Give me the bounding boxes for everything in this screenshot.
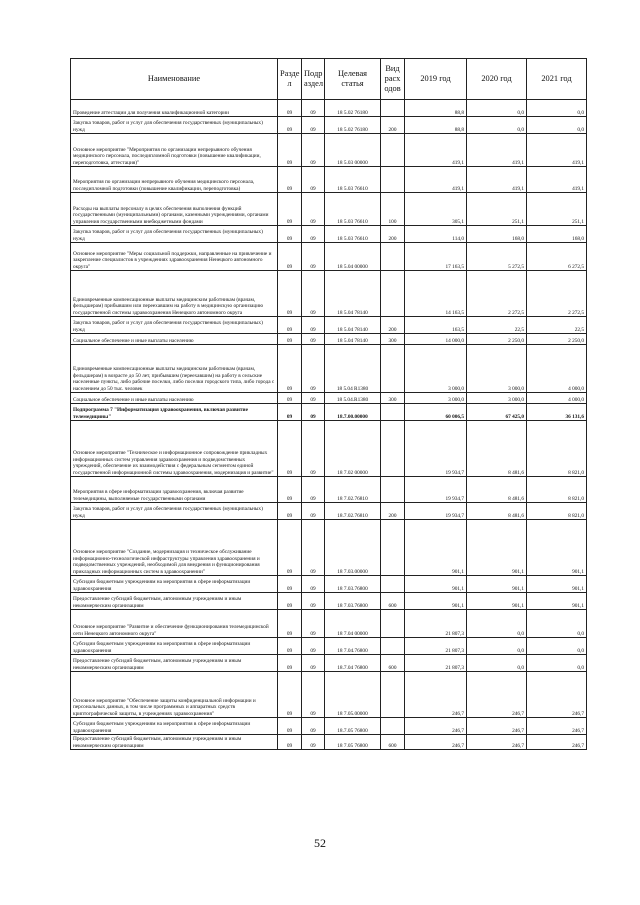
cell-target-article: 18 5.04.R1380	[325, 393, 381, 404]
table-row	[71, 610, 587, 638]
table-row	[71, 593, 587, 610]
table-row	[71, 117, 587, 134]
cell-subsection: 09	[302, 100, 325, 117]
cell-target-article: 18 7.03.76800	[325, 576, 381, 593]
cell-2019: 88,8	[405, 117, 467, 134]
cell-2019: 19 934,7	[405, 477, 467, 503]
cell-name: Социальное обеспечение и иные выплаты населению	[71, 393, 278, 404]
cell-section: 09	[278, 576, 302, 593]
cell-expense-type: 100	[381, 193, 405, 226]
cell-2020: 67 425,0	[467, 404, 527, 421]
cell-target-article: 18 5.02 76180	[325, 100, 381, 117]
table-row	[71, 520, 587, 576]
cell-section: 09	[278, 655, 302, 672]
cell-2019: 901,1	[405, 593, 467, 610]
cell-name: Закупка товаров, работ и услуг для обеспечения государственных (муниципальных) нужд	[71, 317, 278, 334]
cell-section: 09	[278, 610, 302, 638]
cell-2020: 8 481,6	[467, 503, 527, 520]
cell-target-article: 18 5.04 78140	[325, 317, 381, 334]
cell-target-article: 18 5.02 76180	[325, 117, 381, 134]
cell-expense-type	[381, 243, 405, 271]
table-row	[71, 334, 587, 345]
cell-subsection: 09	[302, 393, 325, 404]
table-row	[71, 655, 587, 672]
table-row	[71, 421, 587, 477]
page-number: 52	[314, 836, 326, 850]
cell-2021: 0,0	[527, 100, 587, 117]
cell-section: 09	[278, 477, 302, 503]
cell-section: 09	[278, 100, 302, 117]
cell-name: Основное мероприятие "Создание, модернизация и техническое обслуживание информационно-технологической инфраструктуры управления здравоохранения и подведомственных учреждений, необходимой для внедрения и функционирования прикладных информационных систем в здравоохранении"	[71, 520, 278, 576]
cell-2019: 3 000,0	[405, 393, 467, 404]
cell-2019: 21 807,3	[405, 655, 467, 672]
cell-target-article: 18 7.05.00000	[325, 672, 381, 718]
cell-section: 09	[278, 638, 302, 655]
cell-name: Расходы на выплаты персоналу в целях обеспечения выполнения функций государственными (муниципальными) органами, казенными учреждениями, органами управления государственными внебюджетными фондами	[71, 193, 278, 226]
cell-expense-type	[381, 100, 405, 117]
cell-target-article: 18 7.05 76800	[325, 735, 381, 750]
cell-section: 09	[278, 503, 302, 520]
table-row	[71, 638, 587, 655]
cell-subsection: 09	[302, 117, 325, 134]
cell-2021: 0,0	[527, 655, 587, 672]
cell-section: 09	[278, 593, 302, 610]
cell-target-article: 18.7.05 76800	[325, 718, 381, 735]
cell-expense-type	[381, 477, 405, 503]
cell-2020: 5 272,5	[467, 243, 527, 271]
cell-2021: 168,0	[527, 226, 587, 243]
cell-2021: 8 821,0	[527, 421, 587, 477]
cell-expense-type: 200	[381, 503, 405, 520]
cell-subsection: 09	[302, 134, 325, 167]
cell-expense-type	[381, 520, 405, 576]
cell-2019: 19 934,7	[405, 421, 467, 477]
cell-2020: 2 250,0	[467, 334, 527, 345]
cell-2021: 4 000,0	[527, 393, 587, 404]
header-2019: 2019 год	[405, 59, 467, 100]
cell-name: Основное мероприятие "Техническое и информационное сопровождение прикладных информационных систем управления здравоохранения и подведомственных учреждений, обеспечение их взаимодействия с федеральным сегментом единой государственной информационной системы здравоохранения, модернизация и развитие"	[71, 421, 278, 477]
table-row	[71, 672, 587, 718]
cell-2019: 163,5	[405, 317, 467, 334]
cell-name: Основное мероприятие "Обеспечение защиты конфиденциальной информации и персональных данных, в том числе программных и аппаратных средств криптографической защиты, в учреждениях здравоохранения"	[71, 672, 278, 718]
cell-2019: 419,1	[405, 167, 467, 193]
cell-2021: 0,0	[527, 638, 587, 655]
cell-target-article: 18 5.04 R1380	[325, 345, 381, 393]
cell-subsection: 09	[302, 477, 325, 503]
header-expense-type: Вид расх одов	[381, 59, 405, 100]
header-name: Наименование	[71, 59, 278, 100]
cell-subsection: 09	[302, 735, 325, 750]
cell-2021: 8 821,0	[527, 477, 587, 503]
cell-2021: 6 272,5	[527, 243, 587, 271]
cell-target-article: 18 5.03 00000	[325, 134, 381, 167]
cell-2020: 3 000,0	[467, 393, 527, 404]
cell-name: Единовременные компенсационные выплаты медицинским работникам (врачам, фельдшерам) в возрасте до 50 лет, прибывшим (переехавшим) на работу в сельские населенные пункты, либо рабочие поселки, либо поселки городского типа, либо города с населением до 50 тыс. человек	[71, 345, 278, 393]
cell-2020: 246,7	[467, 735, 527, 750]
cell-expense-type: 200	[381, 317, 405, 334]
cell-name: Субсидии бюджетным учреждениям на мероприятия в сфере информатизации здравоохранения	[71, 576, 278, 593]
cell-expense-type: 600	[381, 593, 405, 610]
table-row	[71, 718, 587, 735]
cell-2020: 246,7	[467, 718, 527, 735]
cell-2019: 246,7	[405, 672, 467, 718]
cell-name: Предоставление субсидий бюджетным, автономным учреждениям и иным некоммерческим организациям	[71, 655, 278, 672]
cell-2020: 22,5	[467, 317, 527, 334]
cell-subsection: 09	[302, 193, 325, 226]
cell-name: Предоставление субсидий бюджетным, автономным учреждениям и иным некоммерческим организациям	[71, 735, 278, 750]
cell-name: Закупка товаров, работ и услуг для обеспечения государственных (муниципальных) нужд	[71, 503, 278, 520]
table-header-row	[71, 59, 587, 100]
cell-name: Основное мероприятие "Меры социальной поддержки, направленные на привлечение и закрепление специалистов в учреждениях здравоохранения Ненецкого автономного округа"	[71, 243, 278, 271]
cell-2019: 114,0	[405, 226, 467, 243]
cell-subsection: 09	[302, 334, 325, 345]
cell-expense-type	[381, 271, 405, 317]
cell-section: 09	[278, 317, 302, 334]
cell-2020: 901,1	[467, 576, 527, 593]
cell-2019: 21 807,3	[405, 610, 467, 638]
cell-expense-type	[381, 638, 405, 655]
cell-subsection: 09	[302, 226, 325, 243]
table-row	[71, 393, 587, 404]
cell-2020: 246,7	[467, 672, 527, 718]
cell-expense-type	[381, 610, 405, 638]
cell-target-article: 18 5.04 78140	[325, 334, 381, 345]
cell-2021: 246,7	[527, 672, 587, 718]
cell-2021: 4 000,0	[527, 345, 587, 393]
cell-2020: 251,1	[467, 193, 527, 226]
cell-name: Основное мероприятие "Развитие и обеспечение функционирования телемедицинской сети Ненецкого автономного округа"	[71, 610, 278, 638]
cell-2021: 419,1	[527, 134, 587, 167]
cell-2019: 88,8	[405, 100, 467, 117]
cell-expense-type: 200	[381, 226, 405, 243]
cell-expense-type	[381, 672, 405, 718]
cell-2021: 8 821,0	[527, 503, 587, 520]
table-row	[71, 317, 587, 334]
cell-expense-type	[381, 345, 405, 393]
cell-name: Предоставление субсидий бюджетным, автономным учреждениям и иным некоммерческим организациям	[71, 593, 278, 610]
cell-target-article: 18.7.04 76800	[325, 655, 381, 672]
table-row	[71, 576, 587, 593]
cell-target-article: 18.7.02.76810	[325, 503, 381, 520]
budget-table	[70, 58, 587, 750]
cell-2020: 8 481,6	[467, 421, 527, 477]
cell-section: 09	[278, 193, 302, 226]
cell-section: 09	[278, 345, 302, 393]
cell-subsection: 09	[302, 167, 325, 193]
cell-2021: 901,1	[527, 520, 587, 576]
cell-target-article: 18 7.04.76800	[325, 638, 381, 655]
cell-2020: 0,0	[467, 655, 527, 672]
table-row	[71, 193, 587, 226]
cell-2021: 0,0	[527, 610, 587, 638]
cell-2020: 901,1	[467, 520, 527, 576]
cell-subsection: 09	[302, 672, 325, 718]
cell-section: 09	[278, 243, 302, 271]
table-row	[71, 477, 587, 503]
cell-2019: 19 934,7	[405, 503, 467, 520]
cell-2021: 251,1	[527, 193, 587, 226]
cell-section: 09	[278, 271, 302, 317]
table-row	[71, 404, 587, 421]
cell-2019: 419,1	[405, 134, 467, 167]
cell-target-article: 18 7.03.00000	[325, 520, 381, 576]
cell-name: Единовременные компенсационные выплаты медицинским работникам (врачам, фельдшерам) прибывшим или переехавшим на работу в медицинскую организацию государственной системы здравоохранения Ненецкого автономного округа	[71, 271, 278, 317]
cell-section: 09	[278, 117, 302, 134]
cell-section: 09	[278, 226, 302, 243]
cell-subsection: 09	[302, 576, 325, 593]
table-row	[71, 134, 587, 167]
cell-2020: 0,0	[467, 638, 527, 655]
cell-subsection: 09	[302, 503, 325, 520]
cell-2021: 246,7	[527, 735, 587, 750]
cell-2019: 3 000,0	[405, 345, 467, 393]
cell-subsection: 09	[302, 520, 325, 576]
cell-name: Мероприятия по организации непрерывного обучения медицинского персонала, последипломной подготовки (повышение квалификации, переподготовка)	[71, 167, 278, 193]
cell-subsection: 09	[302, 593, 325, 610]
cell-2020: 8 481,6	[467, 477, 527, 503]
cell-2020: 0,0	[467, 100, 527, 117]
cell-2019: 14 000,0	[405, 334, 467, 345]
header-subsection: Подр аздел	[302, 59, 325, 100]
cell-name: Мероприятия в сфере информатизации здравоохранения, включая развитие телемедицины, выполняемые государственными органами	[71, 477, 278, 503]
header-2021: 2021 год	[527, 59, 587, 100]
cell-name: Закупка товаров, работ и услуг для обеспечения государственных (муниципальных) нужд	[71, 226, 278, 243]
cell-name: Субсидии бюджетным учреждениям на мероприятия в сфере информатизации здравоохранения	[71, 638, 278, 655]
cell-name: Подпрограмма 7 "Информатизация здравоохранения, включая развитие телемедицины"	[71, 404, 278, 421]
cell-expense-type: 200	[381, 117, 405, 134]
cell-2019: 901,1	[405, 576, 467, 593]
header-section: Разде л	[278, 59, 302, 100]
cell-name: Закупка товаров, работ и услуг для обеспечения государственных (муниципальных) нужд	[71, 117, 278, 134]
table-row	[71, 503, 587, 520]
cell-expense-type: 300	[381, 393, 405, 404]
header-target-article: Целевая статья	[325, 59, 381, 100]
cell-expense-type: 600	[381, 655, 405, 672]
cell-2021: 901,1	[527, 593, 587, 610]
cell-subsection: 09	[302, 718, 325, 735]
cell-expense-type	[381, 576, 405, 593]
cell-expense-type	[381, 134, 405, 167]
table-row	[71, 226, 587, 243]
cell-expense-type: 600	[381, 735, 405, 750]
cell-2019: 901,1	[405, 520, 467, 576]
cell-2020: 168,0	[467, 226, 527, 243]
cell-subsection: 09	[302, 345, 325, 393]
cell-2020: 419,1	[467, 134, 527, 167]
cell-section: 09	[278, 718, 302, 735]
cell-subsection: 09	[302, 243, 325, 271]
table-body	[71, 100, 587, 750]
cell-2020: 419,1	[467, 167, 527, 193]
cell-subsection: 09	[302, 655, 325, 672]
cell-subsection: 09	[302, 610, 325, 638]
table-row	[71, 271, 587, 317]
cell-target-article: 18 5.03 76610	[325, 193, 381, 226]
cell-target-article: 18 5.03 76610	[325, 167, 381, 193]
cell-section: 09	[278, 735, 302, 750]
cell-2021: 419,1	[527, 167, 587, 193]
cell-expense-type	[381, 404, 405, 421]
table-row	[71, 735, 587, 750]
cell-target-article: 18 5.03 76610	[325, 226, 381, 243]
cell-expense-type	[381, 718, 405, 735]
cell-2019: 21 807,3	[405, 638, 467, 655]
cell-name: Субсидии бюджетным учреждениям на мероприятия в сфере информатизации здравоохранения	[71, 718, 278, 735]
cell-section: 09	[278, 334, 302, 345]
cell-subsection: 09	[302, 404, 325, 421]
cell-2019: 246,7	[405, 718, 467, 735]
cell-2019: 305,1	[405, 193, 467, 226]
cell-2021: 36 131,6	[527, 404, 587, 421]
cell-2021: 22,5	[527, 317, 587, 334]
cell-target-article: 18 7.02 00000	[325, 421, 381, 477]
cell-2021: 0,0	[527, 117, 587, 134]
cell-target-article: 18.7.00.00000	[325, 404, 381, 421]
cell-name: Проведение аттестации для получения квалификационной категории	[71, 100, 278, 117]
cell-target-article: 18 7.03.76800	[325, 593, 381, 610]
cell-section: 09	[278, 520, 302, 576]
cell-2021: 2 250,0	[527, 334, 587, 345]
table-row	[71, 167, 587, 193]
cell-expense-type	[381, 167, 405, 193]
cell-2019: 60 006,5	[405, 404, 467, 421]
cell-section: 09	[278, 134, 302, 167]
cell-2019: 14 163,5	[405, 271, 467, 317]
cell-expense-type: 300	[381, 334, 405, 345]
cell-2021: 2 272,5	[527, 271, 587, 317]
cell-2020: 901,1	[467, 593, 527, 610]
cell-subsection: 09	[302, 638, 325, 655]
cell-section: 09	[278, 167, 302, 193]
cell-subsection: 09	[302, 421, 325, 477]
cell-section: 09	[278, 404, 302, 421]
cell-2019: 17 163,5	[405, 243, 467, 271]
table-row	[71, 100, 587, 117]
cell-2020: 0,0	[467, 610, 527, 638]
cell-2020: 3 000,0	[467, 345, 527, 393]
cell-section: 09	[278, 393, 302, 404]
cell-expense-type	[381, 421, 405, 477]
cell-name: Основное мероприятие "Мероприятия по организации непрерывного обучения медицинского персонала, последипломной подготовки (повышение квалификации, переподготовка, аттестация)"	[71, 134, 278, 167]
header-2020: 2020 год	[467, 59, 527, 100]
cell-section: 09	[278, 421, 302, 477]
cell-subsection: 09	[302, 271, 325, 317]
cell-section: 09	[278, 672, 302, 718]
cell-target-article: 18 5.04 00000	[325, 243, 381, 271]
cell-2021: 901,1	[527, 576, 587, 593]
cell-target-article: 18 5.04 78140	[325, 271, 381, 317]
cell-name: Социальное обеспечение и иные выплаты населению	[71, 334, 278, 345]
table-row	[71, 243, 587, 271]
cell-2020: 0,0	[467, 117, 527, 134]
table-row	[71, 345, 587, 393]
cell-2021: 246,7	[527, 718, 587, 735]
cell-subsection: 09	[302, 317, 325, 334]
cell-target-article: 18 7.02.76810	[325, 477, 381, 503]
cell-target-article: 18 7.04 00000	[325, 610, 381, 638]
cell-2020: 2 272,5	[467, 271, 527, 317]
cell-2019: 246,7	[405, 735, 467, 750]
